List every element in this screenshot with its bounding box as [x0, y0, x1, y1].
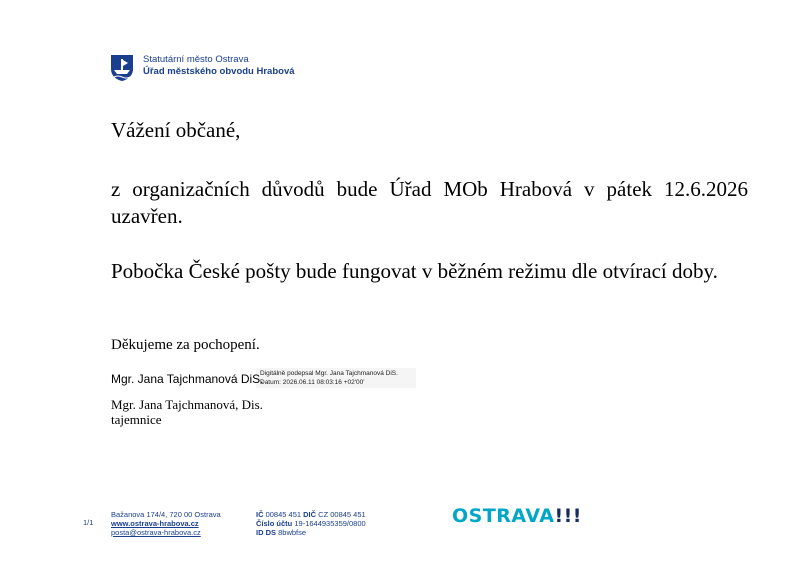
- footer-website-link[interactable]: www.ostrava-hrabova.cz: [111, 519, 199, 528]
- account-label: Číslo účtu: [256, 519, 293, 528]
- paragraph-closure: z organizačních důvodů bude Úřad MOb Hrabová v pátek 12.6.2026 uzavřen.: [111, 177, 748, 228]
- org-name-city: Statutární město Ostrava: [143, 54, 249, 65]
- dic-label: DIČ: [303, 510, 317, 519]
- footer-bank-account: [256, 519, 366, 528]
- footer-email-link[interactable]: posta@ostrava-hrabova.cz: [111, 528, 201, 537]
- digital-signature-name: Mgr. Jana Tajchmanová DiS.: [111, 372, 264, 386]
- thanks-line: Děkujeme za pochopení.: [111, 337, 260, 353]
- brand-text: OSTRAVA: [452, 505, 555, 527]
- page-number: 1/1: [83, 518, 94, 527]
- ds-value: 8bwbfse: [278, 528, 307, 537]
- account-value: 19-1644935359/0800: [294, 519, 366, 528]
- footer-address: Bažanova 174/4, 720 00 Ostrava: [111, 510, 221, 519]
- ico-label: IČ: [256, 510, 264, 519]
- ico-value: 00845 451: [265, 510, 302, 519]
- paragraph-post-office: Pobočka České pošty bude fungovat v běžném režimu dle otvírací doby.: [111, 259, 718, 283]
- dic-value: CZ 00845 451: [318, 510, 366, 519]
- greeting: Vážení občané,: [111, 118, 241, 142]
- signer-name: Mgr. Jana Tajchmanová, Dis.: [111, 397, 263, 412]
- city-coat-of-arms-icon: [110, 54, 134, 82]
- org-name-office: Úřad městského obvodu Hrabová: [143, 66, 295, 77]
- signer-role: tajemnice: [111, 412, 162, 427]
- digital-signature-date: Datum: 2026.06.11 08:03:16 +02'00': [260, 379, 365, 386]
- footer-ico-dic: [256, 510, 366, 519]
- footer-data-box: [256, 528, 306, 537]
- ds-label: ID DS: [256, 528, 277, 537]
- digital-signature-signed-by: Digitálně podepsal Mgr. Jana Tajchmanová DiS.: [260, 370, 398, 377]
- ostrava-brand-logo: [452, 505, 582, 527]
- brand-exclamations: !!!: [554, 505, 582, 527]
